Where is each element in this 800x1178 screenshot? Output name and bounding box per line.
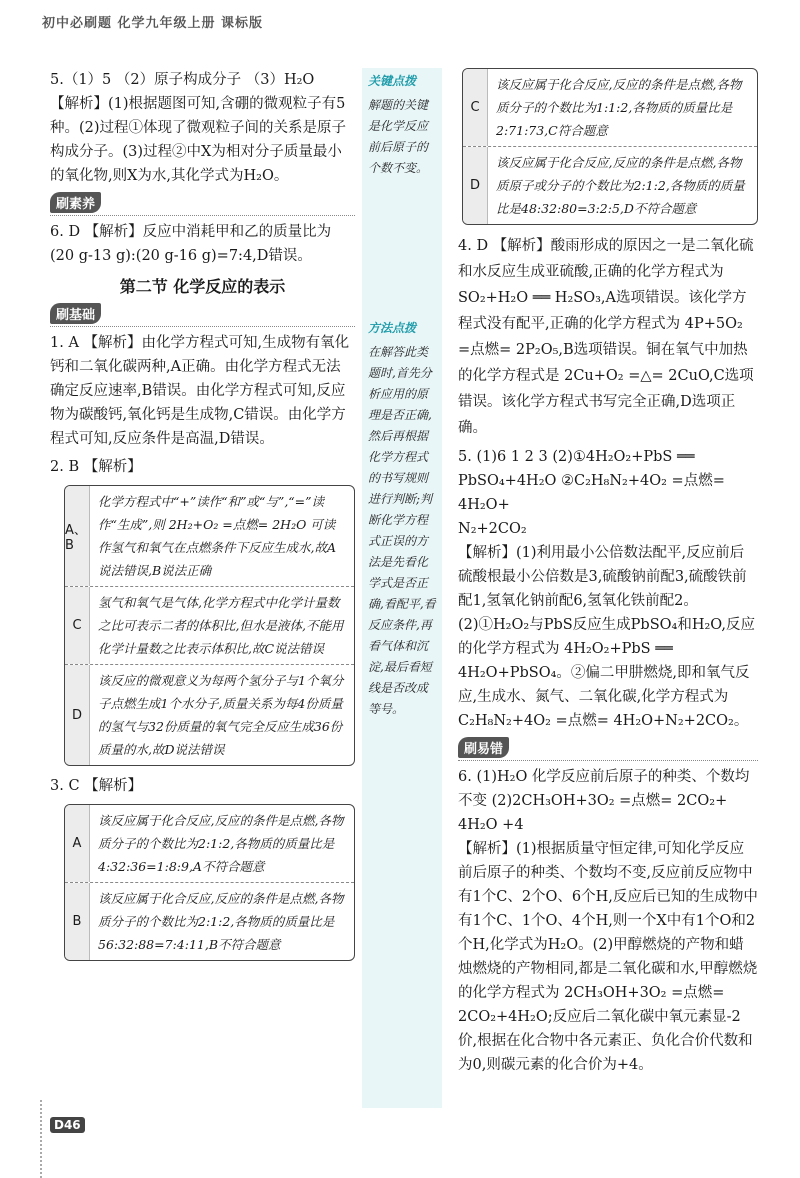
table-row xyxy=(65,587,354,665)
row-label: D xyxy=(463,147,488,224)
q6-analysis: 【解析】(1)根据质量守恒定律,可知化学反应前后原子的种类、个数均不变,反应前反应物中有1个C、2个O、6个H,反应后已知的生成物中有1个C、1个O、4个H,则一个X中有1个O和2个H,化学式为H₂O。(2)甲醇燃烧的产物和蜡烛燃烧的产物相同,都是二氧化碳和水,甲醇燃烧的化学方程式为 2CH₃OH+3O₂ =点燃= 2CO₂+4H₂O;反应后二氧化碳中氧元素显-2价,根据在化合物中各元素正、负化合价代数和为0,则碳元素的化合价为+4。 xyxy=(458,841,758,1073)
right-column xyxy=(458,68,758,1077)
q6-answer-line3: 4H₂O +4 xyxy=(458,817,524,833)
q5-analysis: 【解析】(1)根据题图可知,含硼的微观粒子有5种。(2)过程①体现了微观粒子间的关系是原子构成分子。(3)过程②中X为相对分子质量最小的氧化物,则X为水,其化学式为H₂O。 xyxy=(50,96,347,184)
side-title-method-tip: 方法点拨 xyxy=(368,321,417,335)
row-text: 该反应属于化合反应,反应的条件是点燃,各物质分子的个数比为2:1:2,各物质的质量比是4:32:36=1:8:9,A不符合题意 xyxy=(98,813,344,874)
section-badge-error-prone: 刷易错 xyxy=(458,737,509,758)
q6-answer-line1: 6. (1)H₂O 化学反应前后原子的种类、个数均 xyxy=(458,769,750,785)
q5-analysis: 【解析】(1)利用最小公倍数法配平,反应前后硫酸根最小公倍数是3,硫酸钠前配3,硫酸铁前配1,氢氧化钠前配6,氢氧化铁前配2。(2)①H₂O₂与PbS反应生成PbSO₄和H₂O,反应的化学方程式为 4H₂O₂+PbS ══ 4H₂O+PbSO₄。②偏二甲肼燃烧,即和氧气反应,生成水、氮气、二氧化碳,化学方程式为 C₂H₈N₂+4O₂ =点燃= 4H₂O+N₂+2CO₂。 xyxy=(458,545,755,729)
page-header: 初中必刷题 化学九年级上册 课标版 xyxy=(42,16,264,31)
section-title: 第二节 化学反应的表示 xyxy=(119,277,286,296)
q3-analysis-table xyxy=(64,804,355,961)
q6-answer: 6. D 【解析】反应中消耗甲和乙的质量比为(20 g-13 g):(20 g-16 g)=7:4,D错误。 xyxy=(50,224,332,264)
row-text: 氢气和氧气是气体,化学方程式中化学计量数之比可表示二者的体积比,但水是液体,不能用化学计量数之比表示体积比,故C说法错误 xyxy=(98,595,344,656)
row-text: 该反应属于化合反应,反应的条件是点燃,各物质原子或分子的个数比为2:1:2,各物质的质量比是48:32:80=3:2:5,D不符合题意 xyxy=(496,155,745,216)
row-label: A xyxy=(65,805,90,882)
divider xyxy=(50,215,355,216)
page-number: D46 xyxy=(50,1117,85,1133)
divider xyxy=(458,760,758,761)
q5-answer-line2: PbSO₄+4H₂O ②C₂H₈N₂+4O₂ =点燃= 4H₂O+ xyxy=(458,473,725,513)
margin-dotted-line xyxy=(40,1100,42,1178)
q3-head: 3. C 【解析】 xyxy=(50,778,143,794)
section-badge-basic: 刷基础 xyxy=(50,303,101,324)
q5-answer: 5.（1）5 （2）原子构成分子 （3）H₂O xyxy=(50,72,315,88)
table-row xyxy=(463,147,757,224)
table-row xyxy=(65,665,354,765)
q2-analysis-table xyxy=(64,485,355,766)
table-row xyxy=(463,69,757,147)
divider xyxy=(50,326,355,327)
row-label: C xyxy=(463,69,488,146)
q5-answer-line3: N₂+2CO₂ xyxy=(458,521,527,537)
q1-answer: 1. A 【解析】由化学方程式可知,生成物有氧化钙和二氧化碳两种,A正确。由化学方程式无法确定反应速率,B错误。由化学方程式可知,反应物为碳酸钙,氧化钙是生成物,C错误。由化学方程式可知,反应条件是高温,D错误。 xyxy=(50,335,350,447)
left-column xyxy=(50,68,355,969)
q2-head: 2. B 【解析】 xyxy=(50,459,142,475)
section-badge-literacy: 刷素养 xyxy=(50,192,101,213)
table-row xyxy=(65,486,354,587)
q4-answer: 4. D 【解析】酸雨形成的原因之一是二氧化硫和水反应生成亚硫酸,正确的化学方程式为SO₂+H₂O ══ H₂SO₃,A选项错误。该化学方程式没有配平,正确的化学方程式为 4P+5O₂ =点燃= 2P₂O₅,B选项错误。铜在氧气中加热的化学方程式是 2Cu+O₂ =△= 2CuO,C选项错误。该化学方程式书写完全正确,D选项正确。 xyxy=(458,238,754,436)
q6-answer-line2: 不变 (2)2CH₃OH+3O₂ =点燃= 2CO₂+ xyxy=(458,793,728,809)
sidebar-notes xyxy=(362,68,442,1108)
row-label: C xyxy=(65,587,90,664)
table-row xyxy=(65,883,354,960)
side-text-key-tip: 解题的关键是化学反应前后原子的个数不变。 xyxy=(368,98,429,175)
row-text: 该反应属于化合反应,反应的条件是点燃,各物质分子的个数比为1:1:2,各物质的质量比是2:71:73,C符合题意 xyxy=(496,77,742,138)
row-label: A、B xyxy=(65,486,90,586)
side-title-key-tip: 关键点拨 xyxy=(368,74,417,88)
q5-answer-line1: 5. (1)6 1 2 3 (2)①4H₂O₂+PbS ══ xyxy=(458,449,695,465)
row-label: D xyxy=(65,665,90,765)
row-text: 该反应属于化合反应,反应的条件是点燃,各物质分子的个数比为2:1:2,各物质的质量比是56:32:88=7:4:11,B不符合题意 xyxy=(98,891,344,952)
side-text-method-tip: 在解答此类题时,首先分析应用的原理是否正确,然后再根据化学方程式的书写规则进行判断;判断化学方程式正误的方法是先看化学式是否正确,看配平,看反应条件,再看气体和沉淀,最后看短线是否改成等号。 xyxy=(368,345,436,716)
q3-analysis-table-cont xyxy=(462,68,758,225)
row-text: 该反应的微观意义为每两个氢分子与1个氧分子点燃生成1个水分子,质量关系为每4份质量的氢气与32份质量的氧气完全反应生成36份质量的水,故D说法错误 xyxy=(98,673,344,757)
table-row xyxy=(65,805,354,883)
row-label: B xyxy=(65,883,90,960)
row-text: 化学方程式中“+”读作“和”或“与”,“=”读作“生成”,则 2H₂+O₂ =点燃= 2H₂O 可读作氢气和氧气在点燃条件下反应生成水,故A说法错误,B说法正确 xyxy=(98,494,337,578)
